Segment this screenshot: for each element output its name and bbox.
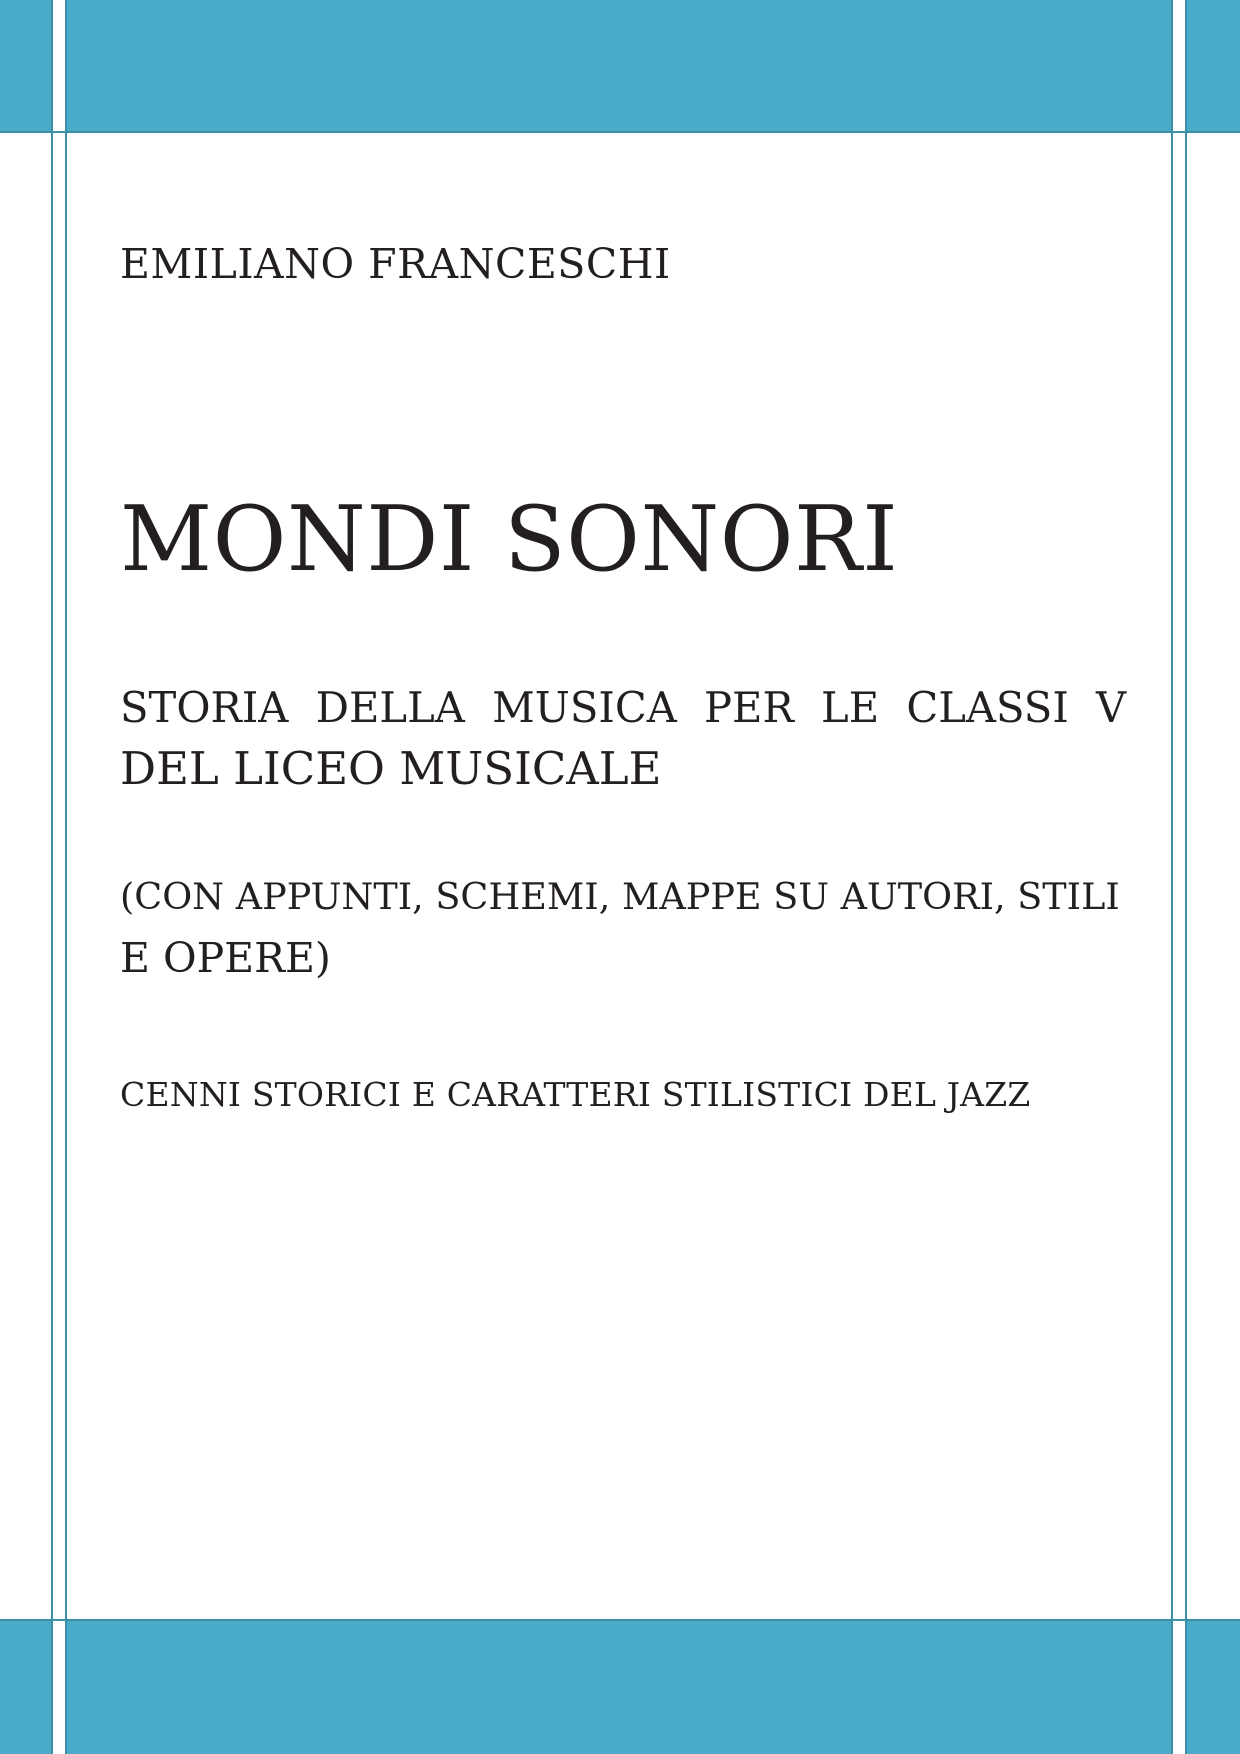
bottom-band-left (0, 1620, 51, 1754)
parenthetical-line-1: (CON APPUNTI, SCHEMI, MAPPE SU AUTORI, STILI (120, 875, 1120, 918)
frame-line-right-inner (1171, 0, 1173, 1754)
frame-line-right-outer (1185, 0, 1187, 1754)
frame-line-left-outer (51, 0, 53, 1754)
bottom-band-center (66, 1620, 1172, 1754)
subtitle-line-2: DEL LICEO MUSICALE (120, 742, 662, 795)
bottom-band-border (0, 1619, 1240, 1621)
top-band-left (0, 0, 51, 132)
section-heading: CENNI STORICI E CARATTERI STILISTICI DEL JAZZ (120, 1075, 1031, 1114)
top-band-center (66, 0, 1172, 132)
frame-line-left-inner (65, 0, 67, 1754)
book-title: MONDI SONORI (120, 487, 899, 592)
top-band-border (0, 131, 1240, 133)
subtitle-line-1: STORIA DELLA MUSICA PER LE CLASSI V (120, 683, 1127, 732)
parenthetical-line-2: E OPERE) (120, 934, 331, 982)
top-band-right (1187, 0, 1240, 132)
author-name: EMILIANO FRANCESCHI (120, 240, 671, 288)
bottom-band-right (1187, 1620, 1240, 1754)
